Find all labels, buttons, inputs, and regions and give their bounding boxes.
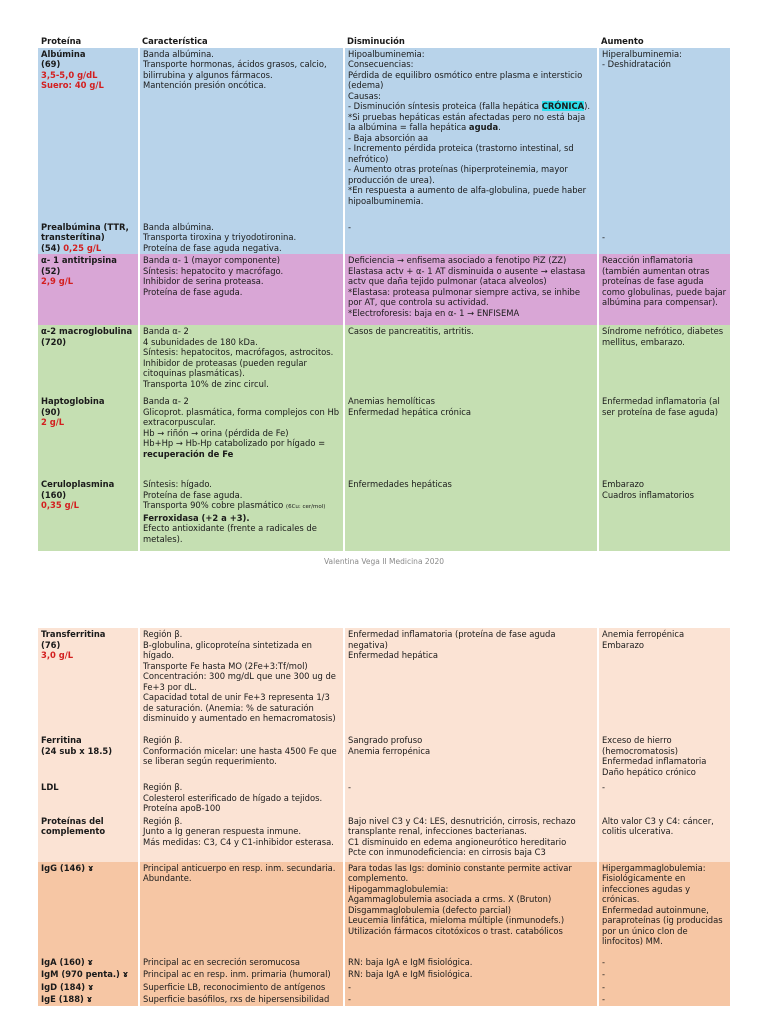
table-row	[38, 734, 730, 781]
characteristic-cell: Banda α- 1 (mayor componente) Síntesis: hepatocito y macrófago. Inhibidor de serina proteasa. Proteína de fase aguda.	[139, 254, 344, 325]
increase-cell: Embarazo Cuadros inflamatorios	[598, 478, 730, 551]
protein-cell: IgG (146) ɤ	[41, 862, 94, 873]
header-row	[38, 34, 730, 48]
protein-cell: α-2 macroglobulina (720)	[41, 326, 133, 347]
increase-cell: -	[598, 781, 730, 815]
decrease-cell: Enfermedad inflamatoria (proteína de fase aguda negativa) Enfermedad hepática	[344, 628, 598, 734]
table-row	[38, 981, 730, 994]
protein-cell: Ceruloplasmina (160) 0,35 g/L	[41, 479, 115, 510]
protein-cell: IgA (160) ɤ	[41, 956, 93, 967]
table-row	[38, 325, 730, 395]
table-row	[38, 862, 730, 956]
decrease-cell: Casos de pancreatitis, artritis.	[344, 325, 598, 395]
table-section-2	[38, 628, 730, 1006]
decrease-cell: Deficiencia → enfisema asociado a fenotipo PiZ (ZZ) Elastasa actv + α- 1 AT disminuida o ausente → elastasa actv que daña tejido pulmonar (ataca alveolos) *Elastasa: proteasa pulmonar siempre activa, se inhibe por AT, que controla su actividad. *Electroforesis: baja en α- 1 → ENFISEMA	[344, 254, 598, 325]
increase-cell: -	[598, 981, 730, 994]
header-increase: Aumento	[601, 36, 644, 46]
protein-cell: Albúmina (69) 3,5-5,0 g/dL Suero: 40 g/L	[41, 48, 104, 90]
decrease-cell: RN: baja IgA e IgM fisiológica.	[344, 956, 598, 969]
increase-cell: -	[598, 993, 730, 1006]
decrease-cell: RN: baja IgA e IgM fisiológica.	[344, 968, 598, 981]
increase-cell: Hipergammaglobulemia: Fisiológicamente en infecciones agudas y crónicas. Enfermedad autoinmune, paraproteínas (ig producidas por un único clon de linfocitos) MM.	[598, 862, 730, 956]
increase-cell: Reacción inflamatoria (también aumentan otras proteínas de fase aguda como globulinas, puede bajar albúmina para compensar).	[598, 254, 730, 325]
characteristic-cell: Banda α- 2 4 subunidades de 180 kDa. Síntesis: hepatocitos, macrófagos, astrocitos. Inhibidor de proteasas (pueden regular citoquinas plasmáticas). Transporta 10% de zinc circul.	[139, 325, 344, 395]
characteristic-cell: Región β. Conformación micelar: une hasta 4500 Fe que se liberan según requerimiento.	[139, 734, 344, 781]
protein-cell: LDL	[41, 782, 59, 792]
decrease-cell: Bajo nivel C3 y C4: LES, desnutrición, cirrosis, rechazo transplante renal, infecciones bacterianas. C1 disminuido en edema angioneurótico hereditario Pcte con inmunodeficiencia: en cirrosis baja C3	[344, 815, 598, 862]
increase-cell: Hiperalbuminemia: - Deshidratación	[598, 48, 730, 221]
table-row	[38, 968, 730, 981]
protein-table-2	[38, 628, 730, 1006]
protein-cell: Prealbúmina (TTR, transterítina) (54) 0,25 g/L	[41, 221, 129, 253]
table-row	[38, 254, 730, 325]
characteristic-cell: Región β. Β-globulina, glicoproteína sintetizada en hígado. Transporte Fe hasta MO (2Fe+3:Tf/mol) Concentración: 300 mg/dL que une 300 ug de Fe+3 por dL. Capacidad total de unir Fe+3 representa 1/3 de saturación. (Anemia: % de saturación disminuido y aumentado en hemacromatosis)	[139, 628, 344, 734]
protein-cell: Transferritina (76) 3,0 g/L	[41, 629, 106, 660]
protein-cell: Proteínas del complemento	[41, 815, 106, 836]
table-section-1	[38, 34, 730, 551]
table-row	[38, 395, 730, 478]
increase-cell: Exceso de hierro (hemocromatosis) Enfermedad inflamatoria Daño hepático crónico	[598, 734, 730, 781]
characteristic-cell: Superficie LB, reconocimiento de antígenos	[139, 981, 344, 994]
characteristic-cell: Región β. Colesterol esterificado de hígado a tejidos. Proteína apoB-100	[139, 781, 344, 815]
characteristic-cell: Síntesis: hígado. Proteína de fase aguda. Transporta 90% cobre plasmático (6Cu: cer/mol) Ferroxidasa (+2 a +3). Efecto antioxidante (frente a radicales de metales).	[139, 478, 344, 551]
protein-cell: IgD (184) ɤ	[41, 981, 94, 992]
table-row	[38, 815, 730, 862]
table-row	[38, 993, 730, 1006]
protein-cell: IgE (188) ɤ	[41, 994, 93, 1004]
protein-table-1	[38, 34, 730, 551]
decrease-cell: -	[344, 981, 598, 994]
decrease-cell: -	[344, 993, 598, 1006]
header-protein: Proteína	[41, 36, 82, 46]
characteristic-cell: Principal ac en resp. inm. primaria (humoral)	[139, 968, 344, 981]
increase-cell: -	[598, 968, 730, 981]
decrease-cell: Enfermedades hepáticas	[344, 478, 598, 551]
table-row	[38, 956, 730, 969]
table-row	[38, 221, 730, 255]
increase-cell: Enfermedad inflamatoria (al ser proteína de fase aguda)	[598, 395, 730, 478]
characteristic-cell: Banda albúmina. Transporte hormonas, ácidos grasos, calcio, bilirrubina y algunos fármacos. Mantención presión oncótica.	[139, 48, 344, 221]
increase-cell: -	[598, 221, 730, 255]
increase-cell: Síndrome nefrótico, diabetes mellitus, embarazo.	[598, 325, 730, 395]
table-row	[38, 628, 730, 734]
decrease-cell: Hipoalbuminemia: Consecuencias: Pérdida de equilibro osmótico entre plasma e intersticio (edema) Causas: - Disminución síntesis proteica (falla hepática CRÓNICA). *Si pruebas hepáticas están afectadas pero no está baja la albúmina = falla hepática aguda. - Baja absorción aa - Incremento pérdida proteica (trastorno intestinal, sd nefrótico) - Aumento otras proteínas (hiperproteinemia, mayor producción de urea). *En respuesta a aumento de alfa-globulina, puede haber hipoalbuminemia.	[344, 48, 598, 221]
characteristic-cell: Región β. Junto a Ig generan respuesta inmune. Más medidas: C3, C4 y C1-inhibidor esterasa.	[139, 815, 344, 862]
characteristic-cell: Superficie basófilos, rxs de hipersensibilidad	[139, 993, 344, 1006]
protein-cell: Haptoglobina (90) 2 g/L	[41, 396, 105, 427]
decrease-cell: -	[344, 781, 598, 815]
decrease-cell: Para todas las Igs: dominio constante permite activar complemento. Hipogammaglobulemia: Agammaglobulemia asociada a crms. X (Bruton) Disgammaglobulemia (defecto parcial) Leucemia linfática, mieloma múltiple (inmunodefs.) Utilización fármacos citotóxicos o trast. catabólicos	[344, 862, 598, 956]
increase-cell: -	[598, 956, 730, 969]
characteristic-cell: Principal anticuerpo en resp. inm. secundaria. Abundante.	[139, 862, 344, 956]
table-row	[38, 781, 730, 815]
increase-cell: Alto valor C3 y C4: cáncer, colitis ulcerativa.	[598, 815, 730, 862]
decrease-cell: Anemias hemolíticas Enfermedad hepática crónica	[344, 395, 598, 478]
header-decrease: Disminución	[347, 36, 405, 46]
decrease-cell: -	[344, 221, 598, 255]
table-row	[38, 478, 730, 551]
header-characteristic: Característica	[142, 36, 208, 46]
table-row	[38, 48, 730, 221]
characteristic-cell: Banda albúmina. Transporta tiroxina y triyodotironina. Proteína de fase aguda negativa.	[139, 221, 344, 255]
characteristic-cell: Principal ac en secreción seromucosa	[139, 956, 344, 969]
page-footer: Valentina Vega II Medicina 2020	[323, 557, 445, 566]
increase-cell: Anemia ferropénica Embarazo	[598, 628, 730, 734]
protein-cell: α- 1 antitripsina (52) 2,9 g/L	[41, 255, 117, 286]
characteristic-cell: Banda α- 2 Glicoprot. plasmática, forma complejos con Hb extracorpuscular. Hb → riñón → orina (pérdida de Fe) Hb+Hp → Hb-Hp catabolizado por hígado = recuperación de Fe	[139, 395, 344, 478]
protein-cell: Ferritina (24 sub x 18.5)	[41, 735, 113, 756]
protein-cell: IgM (970 penta.) ɤ	[41, 969, 129, 979]
decrease-cell: Sangrado profuso Anemia ferropénica	[344, 734, 598, 781]
